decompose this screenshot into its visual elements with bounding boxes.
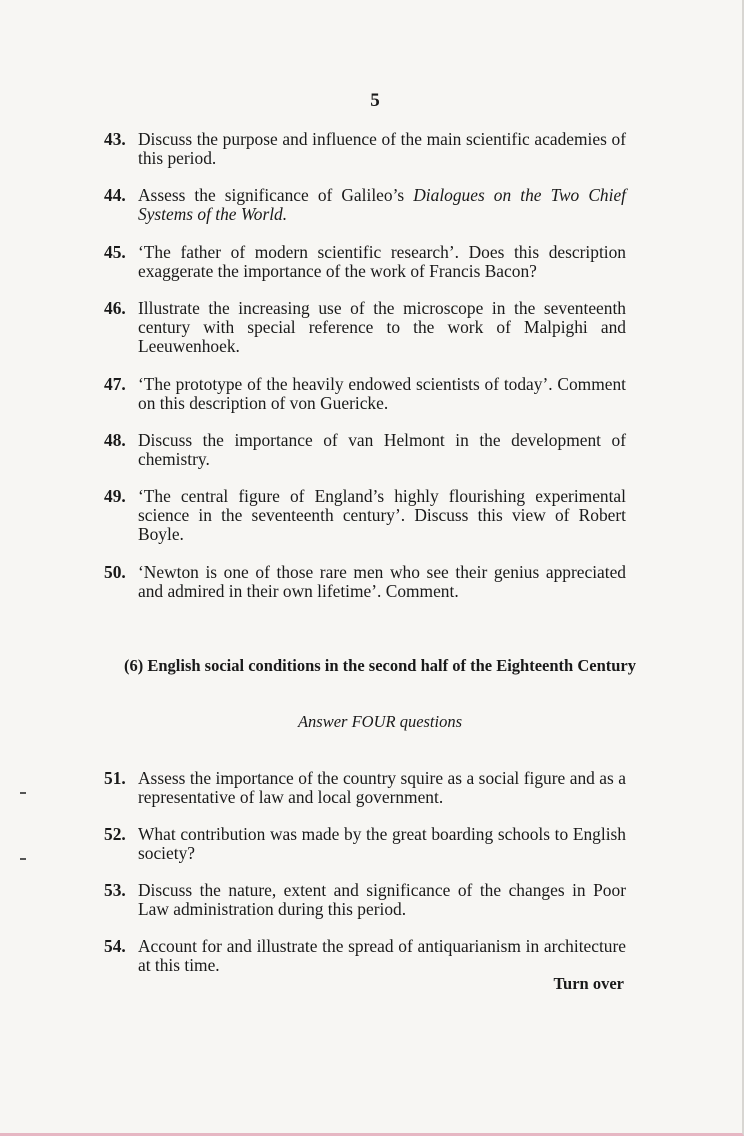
- question-text-italic: Dialogues on the Two Chief Systems of the World.: [138, 185, 626, 224]
- question-number: 52.: [104, 824, 126, 844]
- question-text-part: What contribution was made by the great boarding schools to English society?: [138, 824, 626, 863]
- question-item: [104, 431, 626, 469]
- turn-over-note: Turn over: [553, 974, 624, 993]
- question-text: [138, 431, 626, 469]
- question-text-part: Illustrate the increasing use of the microscope in the seventeenth century with special reference to the work of Malpighi and Leeuwenhoek.: [138, 298, 626, 356]
- question-number: 50.: [104, 562, 126, 582]
- section-instruction: Answer FOUR questions: [297, 712, 463, 731]
- question-text: [138, 825, 626, 863]
- question-text: [138, 487, 626, 544]
- question-text-part: Discuss the nature, extent and significance of the changes in Poor Law administration during this period.: [138, 880, 626, 919]
- question-text: [138, 375, 626, 413]
- margin-mark: [20, 792, 26, 794]
- question-item: [104, 937, 626, 975]
- question-number: 46.: [104, 298, 126, 318]
- question-text-part: Discuss the purpose and influence of the main scientific academies of this period.: [138, 129, 626, 168]
- question-item: [104, 769, 626, 807]
- question-item: [104, 487, 626, 544]
- question-number: 43.: [104, 129, 126, 149]
- question-item: [104, 130, 626, 168]
- question-number: 48.: [104, 430, 126, 450]
- question-number: 44.: [104, 185, 126, 205]
- question-text: [138, 769, 626, 807]
- question-text: [138, 563, 626, 601]
- question-text: [138, 881, 626, 919]
- question-text: [138, 299, 626, 356]
- question-text-part: ‘The father of modern scientific research’. Does this description exaggerate the importance of the work of Francis Bacon?: [138, 242, 626, 281]
- question-text-part: Account for and illustrate the spread of antiquarianism in architecture at this time.: [138, 936, 626, 975]
- question-item: [104, 375, 626, 413]
- question-number: 49.: [104, 486, 126, 506]
- question-text-part: Assess the importance of the country squire as a social figure and as a representative of law and local government.: [138, 768, 626, 807]
- question-item: [104, 563, 626, 601]
- question-number: 53.: [104, 880, 126, 900]
- question-text: [138, 243, 626, 281]
- question-item: [104, 186, 626, 224]
- question-text-part: Assess the significance of Galileo’s: [138, 185, 414, 205]
- question-item: [104, 825, 626, 863]
- margin-mark: [20, 858, 26, 860]
- question-text-part: ‘Newton is one of those rare men who see their genius appreciated and admired in their own lifetime’. Comment.: [138, 562, 626, 601]
- question-item: [104, 881, 626, 919]
- question-item: [104, 299, 626, 356]
- question-text-part: ‘The central figure of England’s highly flourishing experimental science in the seventeenth century’. Discuss this view of Robert Boyle.: [138, 486, 626, 544]
- question-number: 47.: [104, 374, 126, 394]
- question-text: [138, 186, 626, 224]
- page-number: 5: [370, 90, 380, 111]
- question-text-part: ‘The prototype of the heavily endowed scientists of today’. Comment on this description of von Guericke.: [138, 374, 626, 413]
- question-number: 54.: [104, 936, 126, 956]
- question-number: 51.: [104, 768, 126, 788]
- question-text: [138, 937, 626, 975]
- question-text: [138, 130, 626, 168]
- question-item: [104, 243, 626, 281]
- question-number: 45.: [104, 242, 126, 262]
- section-heading: (6) English social conditions in the second half of the Eighteenth Century: [124, 656, 636, 675]
- question-text-part: Discuss the importance of van Helmont in the development of chemistry.: [138, 430, 626, 469]
- page-edge: [744, 0, 750, 1141]
